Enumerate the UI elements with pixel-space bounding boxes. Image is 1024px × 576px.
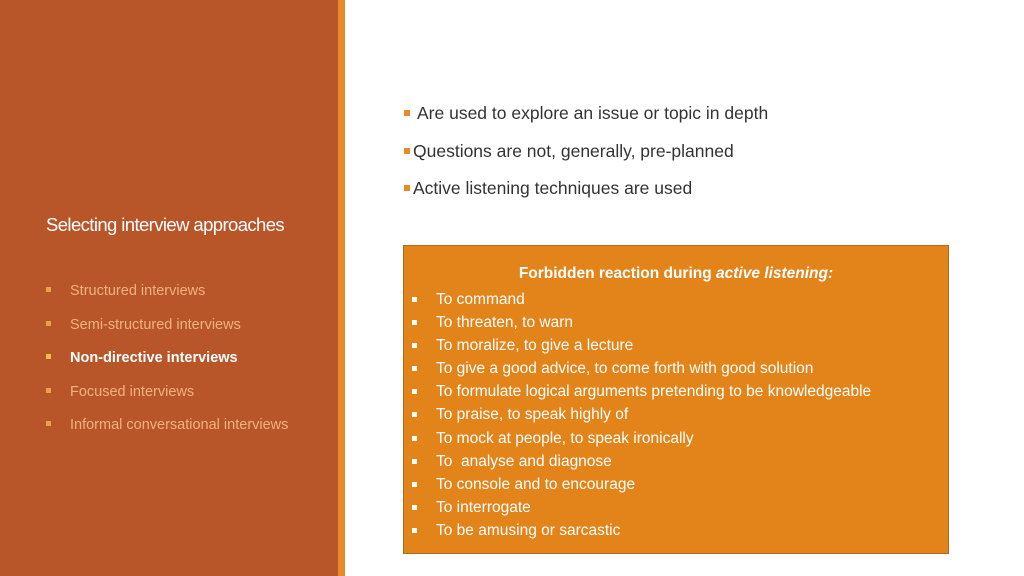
list-item-text: To threaten, to warn — [436, 314, 573, 332]
slide-title: Selecting interview approaches — [46, 214, 285, 235]
accent-divider — [338, 0, 345, 576]
sidebar-item-structured — [46, 282, 306, 300]
list-item — [412, 357, 871, 380]
box-title-emphasis: active listening: — [716, 265, 834, 282]
square-bullet-icon — [404, 148, 410, 154]
square-bullet-icon — [412, 366, 417, 371]
list-item-text: To interrogate — [436, 498, 531, 516]
square-bullet-icon — [412, 505, 417, 510]
square-bullet-icon — [412, 436, 417, 441]
sidebar-item-semi-structured — [46, 316, 306, 334]
list-item-text: To formulate logical arguments pretending to be knowledgeable — [436, 383, 872, 401]
forbidden-reactions-box — [403, 245, 949, 554]
main-bullet-text: Active listening techniques are used — [413, 178, 693, 198]
square-bullet-icon — [46, 354, 51, 359]
sidebar-list — [46, 282, 306, 450]
main-bullet-list — [404, 102, 768, 215]
sidebar-item-label: Semi-structured interviews — [70, 316, 241, 333]
sidebar-item-non-directive — [46, 349, 306, 367]
square-bullet-icon — [404, 110, 410, 116]
list-item-text: To moralize, to give a lecture — [436, 337, 634, 355]
list-item-text: To be amusing or sarcastic — [436, 521, 621, 539]
square-bullet-icon — [412, 412, 417, 417]
list-item-text: To praise, to speak highly of — [436, 406, 629, 424]
list-item — [412, 403, 871, 426]
square-bullet-icon — [46, 421, 51, 426]
square-bullet-icon — [412, 297, 417, 302]
sidebar-item-label: Non-directive interviews — [70, 350, 238, 366]
main-bullet — [404, 177, 768, 199]
square-bullet-icon — [412, 459, 417, 464]
main-bullet — [404, 140, 768, 162]
list-item — [412, 450, 871, 473]
list-item — [412, 380, 871, 403]
square-bullet-icon — [412, 528, 417, 533]
box-title-prefix: Forbidden reaction during — [518, 265, 717, 282]
box-title — [404, 265, 948, 283]
list-item — [412, 311, 871, 334]
square-bullet-icon — [404, 185, 410, 191]
square-bullet-icon — [46, 321, 51, 326]
square-bullet-icon — [412, 389, 417, 394]
sidebar-item-label: Informal conversational interviews — [70, 417, 289, 433]
main-bullet-text: Are used to explore an issue or topic in depth — [417, 103, 769, 123]
square-bullet-icon — [412, 482, 417, 487]
list-item-text: To give a good advice, to come forth with good solution — [436, 360, 814, 378]
square-bullet-icon — [46, 287, 51, 292]
list-item — [412, 473, 871, 496]
list-item — [412, 288, 871, 311]
forbidden-reactions-list — [412, 288, 871, 542]
square-bullet-icon — [412, 320, 417, 325]
list-item-text: To mock at people, to speak ironically — [436, 429, 694, 447]
square-bullet-icon — [412, 343, 417, 348]
main-bullet-text: Questions are not, generally, pre-planned — [413, 140, 734, 161]
list-item-text: To analyse and diagnose — [436, 452, 612, 470]
list-item — [412, 427, 871, 450]
list-item — [412, 334, 871, 357]
sidebar-item-informal — [46, 416, 306, 434]
sidebar-item-focused — [46, 383, 306, 401]
list-item — [412, 519, 871, 542]
square-bullet-icon — [46, 388, 51, 393]
list-item-text: To command — [436, 291, 525, 308]
list-item-text: To console and to encourage — [436, 475, 636, 493]
sidebar-panel — [0, 0, 338, 576]
list-item — [412, 496, 871, 519]
sidebar-item-label: Focused interviews — [70, 383, 195, 400]
sidebar-item-label: Structured interviews — [70, 283, 206, 299]
main-bullet — [404, 102, 768, 124]
